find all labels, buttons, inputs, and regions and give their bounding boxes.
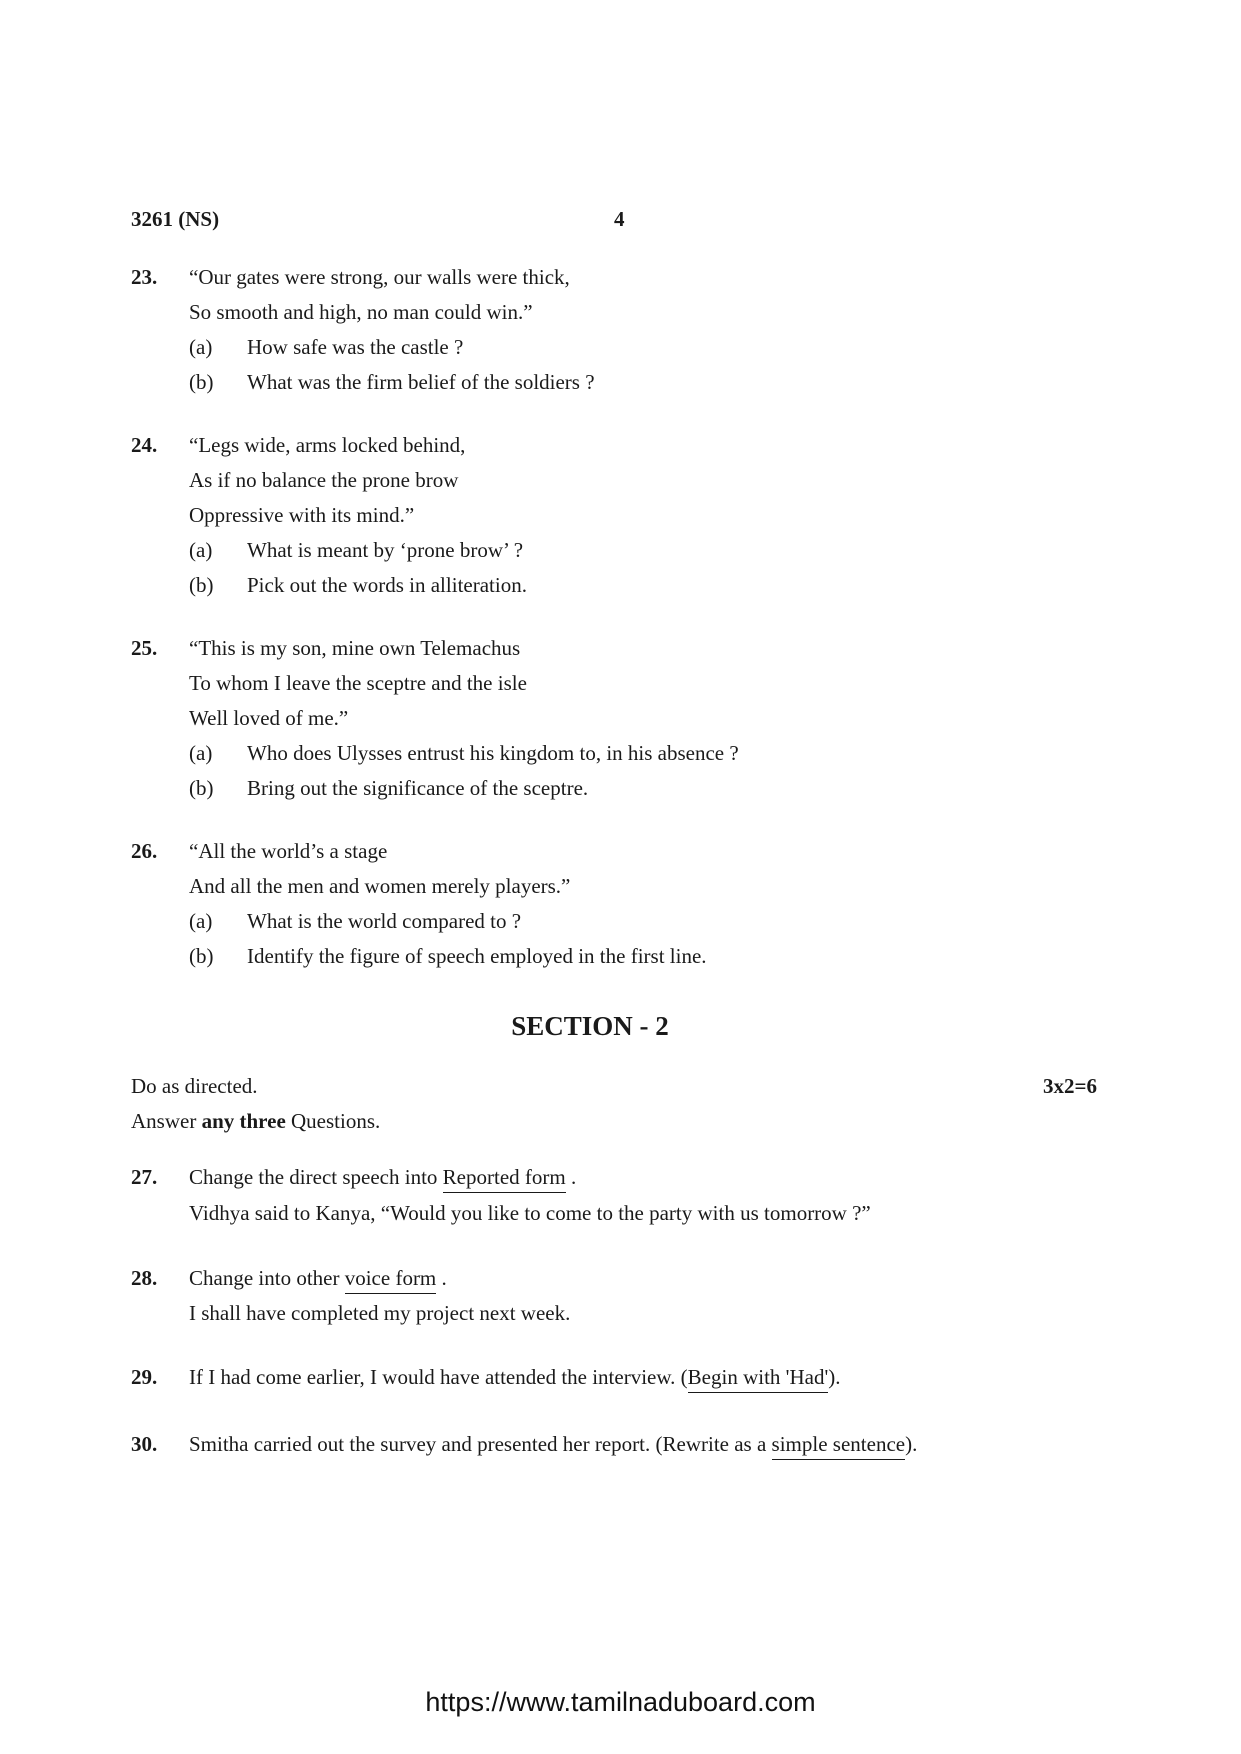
option-label: (a): [189, 909, 213, 933]
question-number: 30.: [131, 1432, 158, 1456]
option-label: (b): [189, 944, 214, 968]
option-text: How safe was the castle ?: [247, 335, 464, 359]
option-text: What was the firm belief of the soldiers ?: [247, 370, 595, 394]
section-marks: 3x2=6: [1043, 1074, 1097, 1098]
option-text: What is meant by ‘prone brow’ ?: [247, 538, 524, 562]
footer-url[interactable]: https://www.tamilnaduboard.com: [425, 1687, 816, 1717]
option-label: (a): [189, 741, 213, 765]
option-label: (b): [189, 370, 214, 394]
section-instruction: Do as directed.: [131, 1074, 258, 1098]
page-number: 4: [614, 207, 625, 231]
question-text: If I had come earlier, I would have attended the interview. (Begin with 'Had').: [189, 1365, 840, 1390]
question-text: Change the direct speech into Reported form .: [189, 1165, 576, 1190]
question-number: 26.: [131, 839, 158, 863]
poem-line: Oppressive with its mind.”: [189, 503, 415, 527]
option-a: [189, 741, 739, 766]
question-sentence: Vidhya said to Kanya, “Would you like to come to the party with us tomorrow ?”: [189, 1201, 871, 1225]
question-number: 25.: [131, 636, 158, 660]
option-a: [189, 909, 521, 934]
option-label: (a): [189, 538, 213, 562]
option-b: [189, 776, 588, 801]
option-text: Bring out the significance of the sceptre.: [247, 776, 589, 800]
option-text: Pick out the words in alliteration.: [247, 573, 527, 597]
option-text: Identify the figure of speech employed in the first line.: [247, 944, 707, 968]
poem-line: “Our gates were strong, our walls were thick,: [189, 265, 570, 289]
underlined-term: simple sentence: [772, 1432, 906, 1460]
option-b: [189, 944, 707, 969]
paper-code: 3261 (NS): [131, 207, 220, 231]
underlined-term: Begin with 'Had': [688, 1365, 829, 1393]
poem-line: “Legs wide, arms locked behind,: [189, 433, 466, 457]
question-text: Change into other voice form .: [189, 1266, 447, 1291]
option-text: What is the world compared to ?: [247, 909, 522, 933]
question-text: Smitha carried out the survey and presented her report. (Rewrite as a simple sentence).: [189, 1432, 917, 1457]
poem-line: So smooth and high, no man could win.”: [189, 300, 533, 324]
question-number: 29.: [131, 1365, 158, 1389]
poem-line: And all the men and women merely players.”: [189, 874, 571, 898]
question-number: 23.: [131, 265, 158, 289]
poem-line: “All the world’s a stage: [189, 839, 388, 863]
question-number: 24.: [131, 433, 158, 457]
option-label: (b): [189, 573, 214, 597]
option-b: [189, 573, 527, 598]
poem-line: Well loved of me.”: [189, 706, 349, 730]
section-instruction-count: Answer any three Questions.: [131, 1109, 381, 1133]
option-a: [189, 538, 523, 563]
poem-line: “This is my son, mine own Telemachus: [189, 636, 521, 660]
question-number: 27.: [131, 1165, 158, 1189]
option-label: (b): [189, 776, 214, 800]
poem-line: As if no balance the prone brow: [189, 468, 459, 492]
option-text: Who does Ulysses entrust his kingdom to, in his absence ?: [247, 741, 739, 765]
option-b: [189, 370, 595, 395]
question-sentence: I shall have completed my project next week.: [189, 1301, 571, 1325]
poem-line: To whom I leave the sceptre and the isle: [189, 671, 527, 695]
option-label: (a): [189, 335, 213, 359]
section-title: SECTION - 2: [511, 1011, 669, 1041]
underlined-term: voice form: [345, 1266, 437, 1294]
question-number: 28.: [131, 1266, 158, 1290]
option-a: [189, 335, 463, 360]
underlined-term: Reported form: [443, 1165, 566, 1193]
